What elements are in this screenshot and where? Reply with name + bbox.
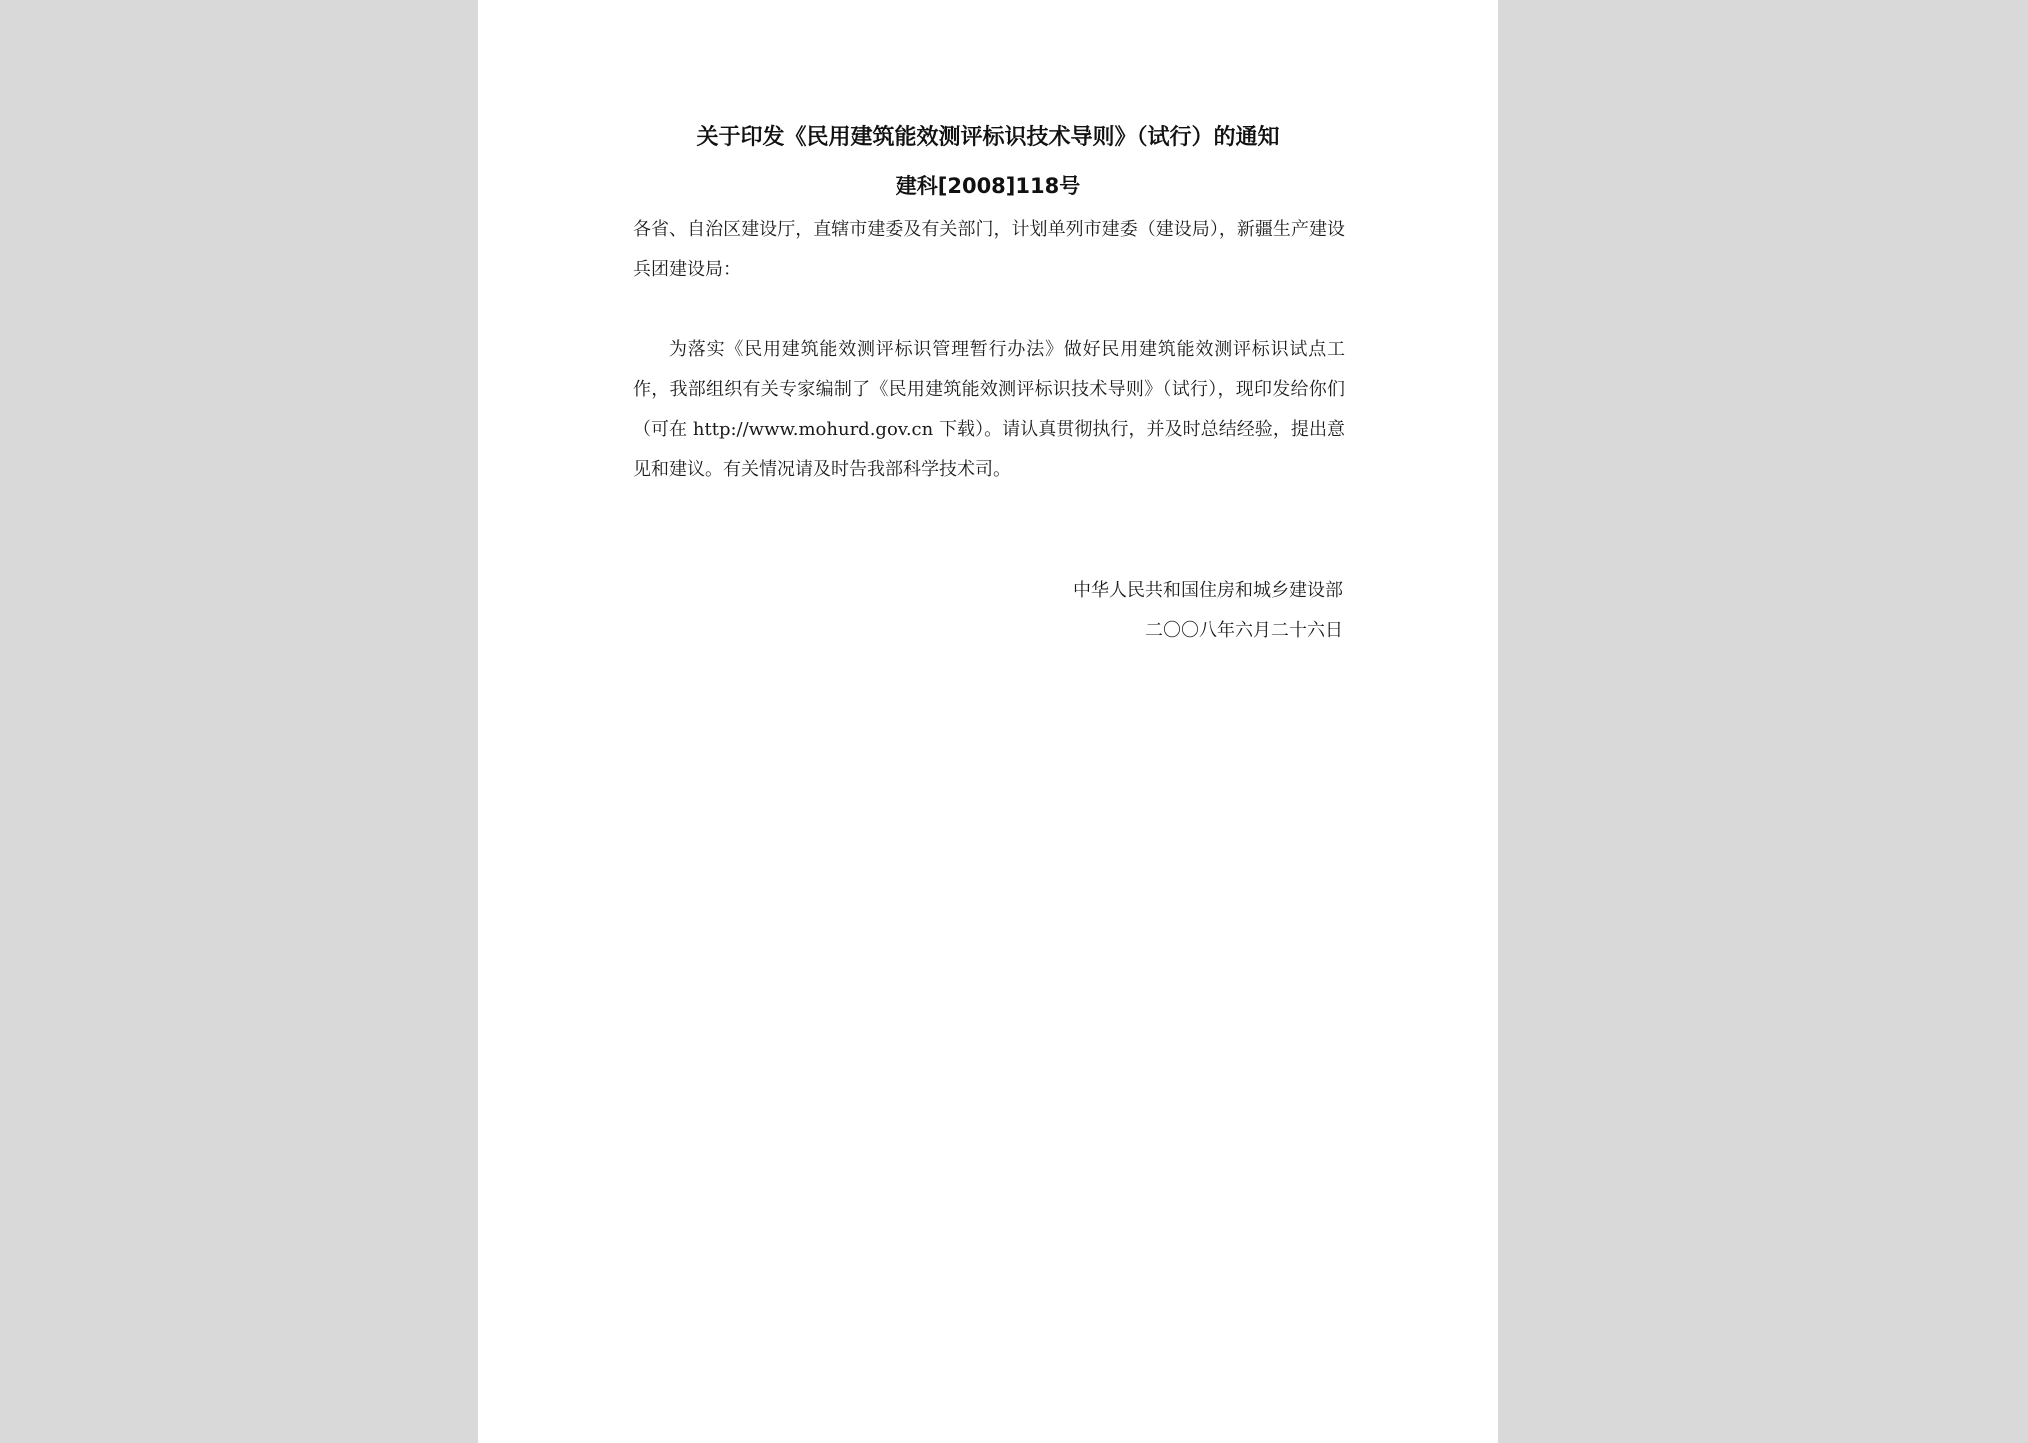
- document-page: [478, 0, 1498, 1443]
- body-paragraph: 为落实《民用建筑能效测评标识管理暂行办法》做好民用建筑能效测评标识试点工作，我部组织有关专家编制了《民用建筑能效测评标识技术导则》（试行），现印发给你们（可在 http://www.mohurd.gov.cn 下载）。请认真贯彻执行，并及时总结经验，提出意见和建议。有关情况请及时告我部科学技术司。: [633, 339, 1345, 480]
- recipients-text: 各省、自治区建设厅，直辖市建委及有关部门，计划单列市建委（建设局），新疆生产建设兵团建设局：: [633, 219, 1345, 280]
- document-number: 建科[2008]118号: [895, 174, 1081, 198]
- issuer-signature: 中华人民共和国住房和城乡建设部: [1073, 580, 1343, 601]
- document-title: 关于印发《民用建筑能效测评标识技术导则》（试行）的通知: [696, 125, 1280, 150]
- issue-date: 二〇〇八年六月二十六日: [1145, 620, 1343, 641]
